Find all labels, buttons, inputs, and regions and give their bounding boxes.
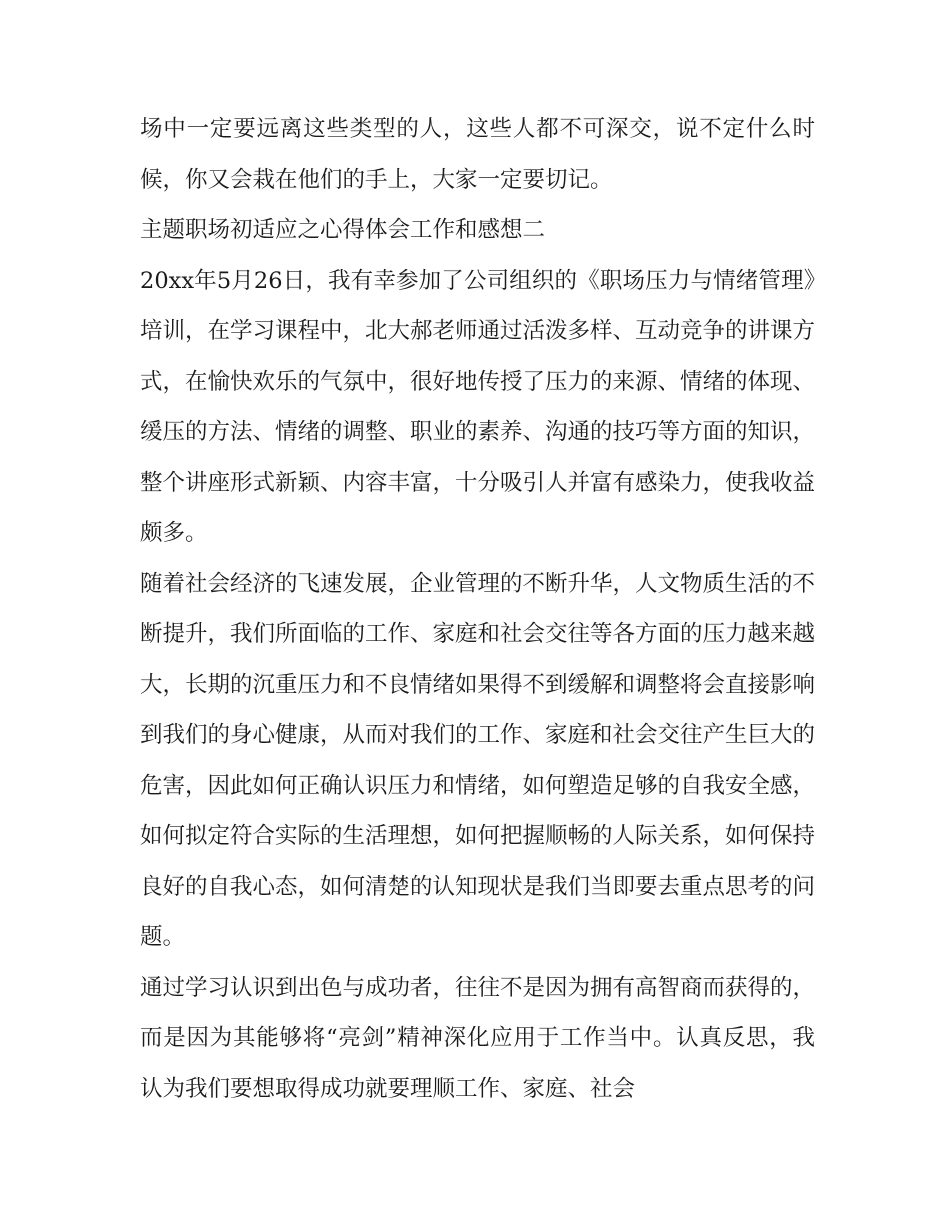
section-heading: 主题职场初适应之心得体会工作和感想二 (140, 217, 546, 243)
paragraph-reflection: 通过学习认识到出色与成功者，往往不是因为拥有高智商而获得的，而是因为其能够将“亮剑”精神深化应用于工作当中。认真反思，我认为我们要想取得成功就要理顺工作、家庭、社会 (140, 974, 816, 1102)
paragraph-continuation: 场中一定要远离这些类型的人，这些人都不可深交，说不定什么时候，你又会栽在他们的手上，大家一定要切记。 (140, 116, 815, 193)
document-body (140, 104, 815, 1114)
paragraph-pressure: 随着社会经济的飞速发展，企业管理的不断升华，人文物质生活的不断提升，我们所面临的工作、家庭和社会交往等各方面的压力越来越大，长期的沉重压力和不良情绪如果得不到缓解和调整将会直接影响到我们的身心健康，从而对我们的工作、家庭和社会交往产生巨大的危害，因此如何正确认识压力和情绪，如何塑造足够的自我安全感，如何拟定符合实际的生活理想，如何把握顺畅的人际关系，如何保持良好的自我心态，如何清楚的认知现状是我们当即要去重点思考的问题。 (140, 570, 816, 950)
paragraph-training-intro: 20xx年5月26日，我有幸参加了公司组织的《职场压力与情绪管理》培训，在学习课程中，北大郝老师通过活泼多样、互动竞争的讲课方式，在愉快欢乐的气氛中，很好地传授了压力的来源、情绪的体现、缓压的方法、情绪的调整、职业的素养、沟通的技巧等方面的知识，整个讲座形式新颖、内容丰富，十分吸引人并富有感染力，使我收益颇多。 (140, 267, 816, 546)
